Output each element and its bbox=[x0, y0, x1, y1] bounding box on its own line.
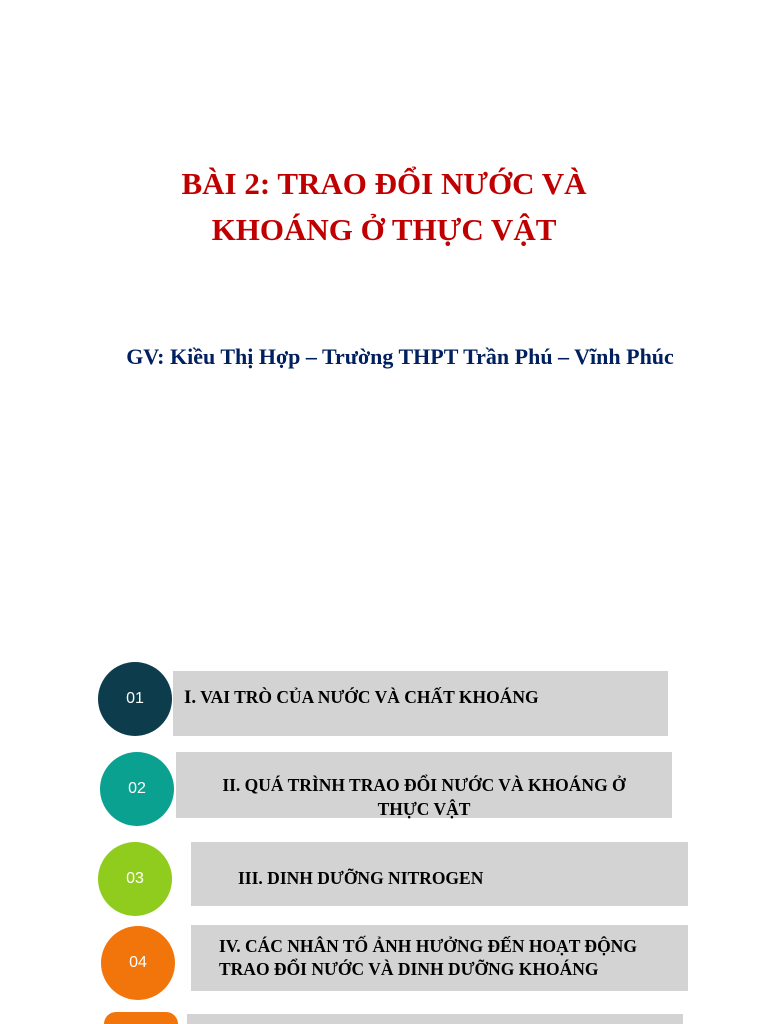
agenda-number-badge-4: 04 bbox=[101, 926, 175, 1000]
slide-title-line-1: BÀI 2: TRAO ĐỔI NƯỚC VÀ bbox=[181, 166, 587, 201]
slide-title-line-2: KHOÁNG Ở THỰC VẬT bbox=[211, 212, 557, 247]
agenda-item-1 bbox=[173, 671, 668, 736]
agenda-number-badge-2: 02 bbox=[100, 752, 174, 826]
agenda-item-2 bbox=[176, 752, 672, 818]
agenda-item-4 bbox=[191, 925, 688, 991]
agenda-item-5-partial bbox=[187, 1014, 683, 1024]
agenda-item-4-line-1: IV. CÁC NHÂN TỐ ẢNH HƯỞNG ĐẾN HOẠT ĐỘNG bbox=[219, 936, 637, 956]
agenda-number-badge-3: 03 bbox=[98, 842, 172, 916]
agenda-item-3-text: III. DINH DƯỠNG NITROGEN bbox=[238, 868, 484, 888]
agenda-number-badge-1: 01 bbox=[98, 662, 172, 736]
agenda-number-badge-5-partial bbox=[104, 1012, 178, 1024]
slide-subtitle: GV: Kiều Thị Hợp – Trường THPT Trần Phú – Vĩnh Phúc bbox=[126, 344, 674, 369]
agenda-item-1-text: VAI TRÒ CỦA NƯỚC VÀ CHẤT KHOÁNG bbox=[196, 687, 539, 707]
agenda-item-3 bbox=[191, 842, 688, 906]
agenda-item-4-line-2: TRAO ĐỔI NƯỚC VÀ DINH DƯỠNG KHOÁNG bbox=[219, 959, 599, 979]
agenda-item-2-line-1: II. QUÁ TRÌNH TRAO ĐỔI NƯỚC VÀ KHOÁNG Ở bbox=[222, 775, 626, 795]
agenda-item-1-prefix: I. bbox=[184, 687, 197, 708]
agenda-item-2-line-2: THỰC VẬT bbox=[377, 799, 471, 819]
